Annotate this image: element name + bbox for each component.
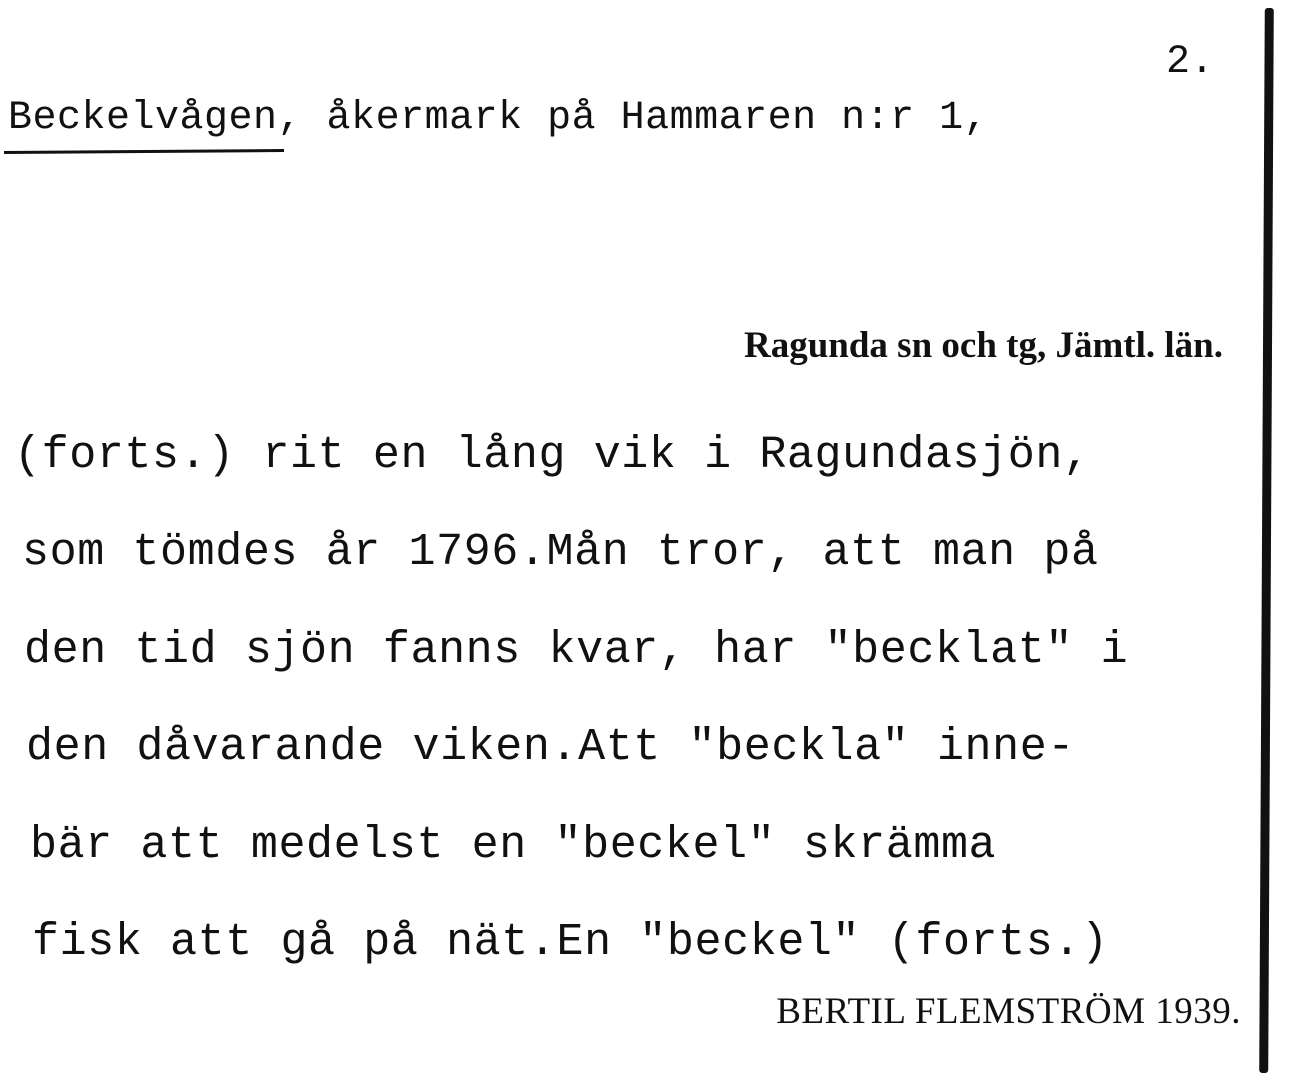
heading-description: , åkermark på Hammaren n:r 1, (277, 96, 989, 141)
card-number: 2. (1166, 40, 1215, 85)
signature: BERTIL FLEMSTRÖM 1939. (776, 991, 1241, 1032)
body-line-5: bär att medelst en "beckel" skrämma (30, 820, 997, 871)
body-line-3: den tid sjön fanns kvar, har "becklat" i (24, 625, 1129, 676)
body-line-6: fisk att gå på nät.En "beckel" (forts.) (32, 917, 1109, 968)
location-line: Ragunda sn och tg, Jämtl. län. (743, 325, 1223, 366)
body-line-4: den dåvarande viken.Att "beckla" inne- (26, 722, 1075, 773)
heading-line (8, 96, 988, 141)
headword: Beckelvågen (8, 96, 278, 141)
card-edge-line (1259, 8, 1274, 1073)
body-line-2: som tömdes år 1796.Mån tror, att man på (22, 527, 1099, 578)
body-line-1: (forts.) rit en lång vik i Ragundasjön, (14, 430, 1091, 481)
